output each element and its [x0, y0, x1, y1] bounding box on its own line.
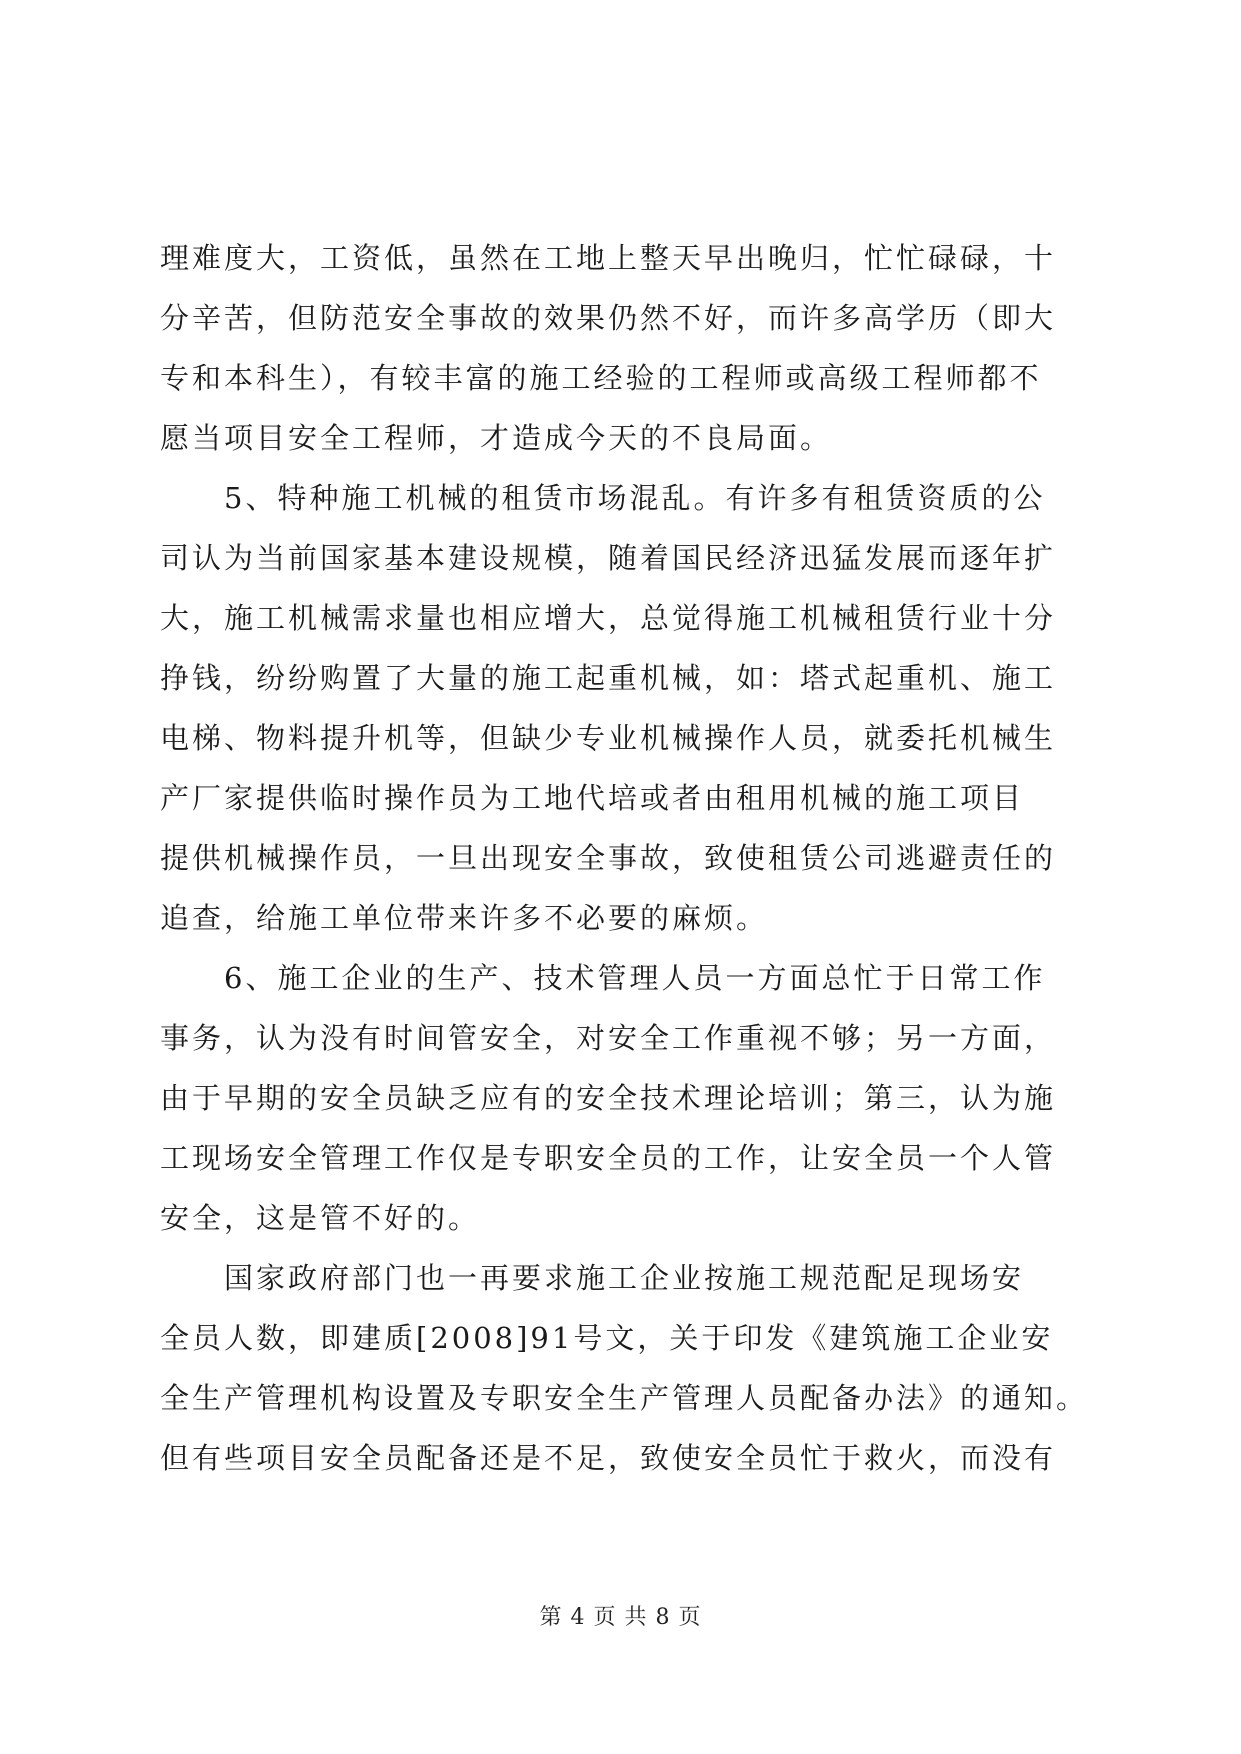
text-line: 提供机械操作员，一旦出现安全事故，致使租赁公司逃避责任的 — [160, 841, 1057, 875]
text-line: 安全，这是管不好的。 — [160, 1201, 481, 1235]
document-body — [160, 228, 1089, 1488]
text-line: 专和本科生），有较丰富的施工经验的工程师或高级工程师都不 — [160, 361, 1042, 395]
paragraph-government-start: 国家政府部门也一再要求施工企业按施工规范配足现场安 — [160, 1261, 1025, 1295]
page-footer: 第 4 页 共 8 页 — [539, 1605, 702, 1630]
text-line: 电梯、物料提升机等，但缺少专业机械操作人员，就委托机械生 — [160, 721, 1057, 755]
text-line: 追查，给施工单位带来许多不必要的麻烦。 — [160, 901, 769, 935]
text-line: 全员人数，即建质[2008]91号文，关于印发《建筑施工企业安 — [160, 1321, 1054, 1355]
text-line: 挣钱，纷纷购置了大量的施工起重机械，如：塔式起重机、施工 — [160, 661, 1057, 695]
text-line: 工现场安全管理工作仅是专职安全员的工作，让安全员一个人管 — [160, 1141, 1057, 1175]
text-line: 理难度大，工资低，虽然在工地上整天早出晚归，忙忙碌碌，十 — [160, 241, 1057, 275]
paragraph-6-start: 6、施工企业的生产、技术管理人员一方面总忙于日常工作 — [160, 961, 1046, 995]
text-line: 愿当项目安全工程师，才造成今天的不良局面。 — [160, 421, 833, 455]
text-line: 产厂家提供临时操作员为工地代培或者由租用机械的施工项目 — [160, 781, 1025, 815]
text-line: 全生产管理机构设置及专职安全生产管理人员配备办法》的通知。 — [160, 1381, 1089, 1415]
text-line: 事务，认为没有时间管安全，对安全工作重视不够；另一方面， — [160, 1021, 1057, 1055]
paragraph-5-start: 5、特种施工机械的租赁市场混乱。有许多有租赁资质的公 — [160, 481, 1046, 515]
text-line: 但有些项目安全员配备还是不足，致使安全员忙于救火，而没有 — [160, 1441, 1057, 1475]
text-line: 由于早期的安全员缺乏应有的安全技术理论培训；第三，认为施 — [160, 1081, 1057, 1115]
text-line: 大，施工机械需求量也相应增大，总觉得施工机械租赁行业十分 — [160, 601, 1057, 635]
text-line: 分辛苦，但防范安全事故的效果仍然不好，而许多高学历（即大 — [160, 301, 1057, 335]
text-line: 司认为当前国家基本建设规模，随着国民经济迅猛发展而逐年扩 — [160, 541, 1057, 575]
